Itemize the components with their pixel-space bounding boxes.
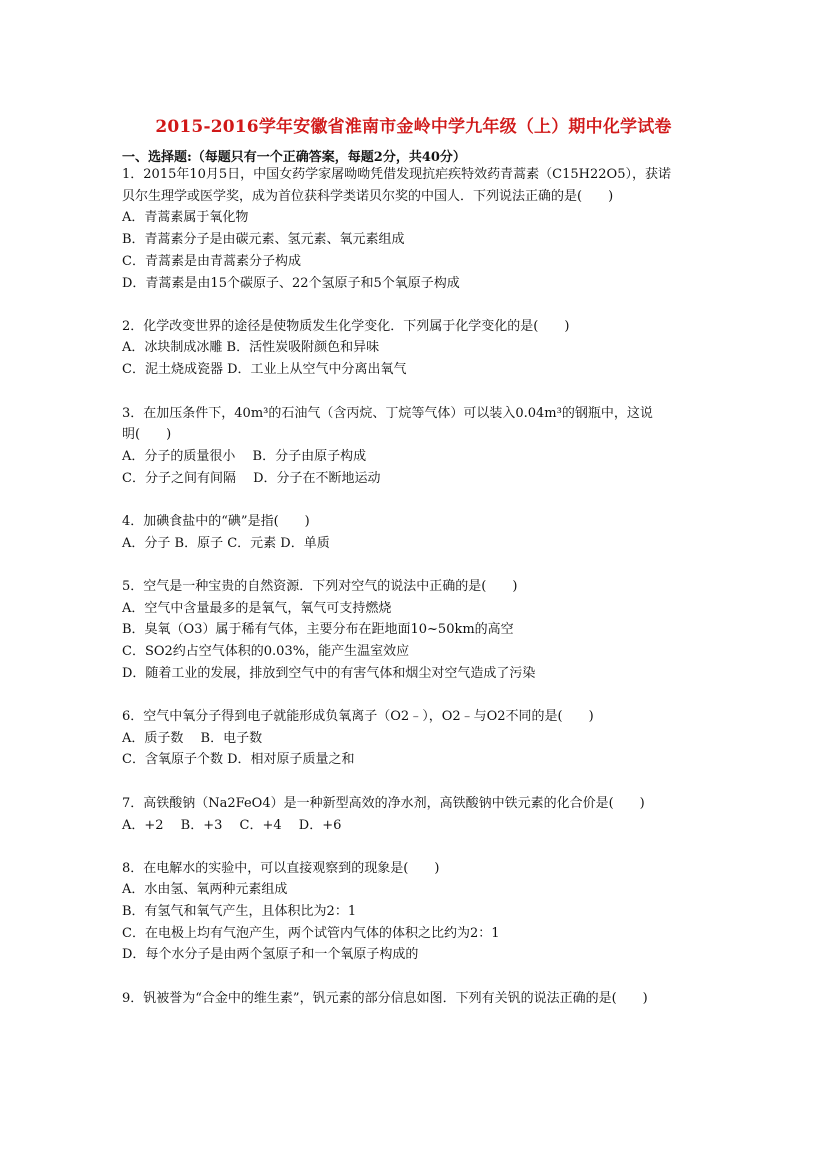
question-6-option-cd: C．含氧原子个数 D．相对原子质量之和 [122,752,355,767]
question-8-option-a: A．水由氢、氧两种元素组成 [122,882,288,897]
question-1-stem-line-2: 贝尔生理学或医学奖，成为首位获科学类诺贝尔奖的中国人．下列说法正确的是( ) [122,189,614,204]
question-2-option-cd: C．泥土烧成瓷器 D．工业上从空气中分离出氧气 [122,362,407,377]
question-7-options: A．+2 B．+3 C．+4 D．+6 [122,818,342,833]
question-1-option-c: C．青蒿素是由青蒿素分子构成 [122,254,301,269]
question-3-option-ab: A．分子的质量很小 B．分子由原子构成 [122,449,367,464]
question-5-option-d: D．随着工业的发展，排放到空气中的有害气体和烟尘对空气造成了污染 [122,666,536,681]
question-6-stem: 6．空气中氧分子得到电子就能形成负氧离子（O2﹣），O2﹣与O2不同的是( ) [122,709,594,724]
question-9-stem: 9．钒被誉为“合金中的维生素”，钒元素的部分信息如图．下列有关钒的说法正确的是( ) [122,991,648,1006]
question-3-stem-line-1: 3．在加压条件下，40m³的石油气（含丙烷、丁烷等气体）可以装入0.04m³的钢瓶中，这说 [122,406,653,421]
question-1-stem-line-1: 1．2015年10月5日，中国女药学家屠呦呦凭借发现抗疟疾特效药青蒿素（C15H22O5），获诺 [122,167,671,182]
question-1-option-d: D．青蒿素是由15个碳原子、22个氢原子和5个氧原子构成 [122,276,460,291]
question-7-stem: 7．高铁酸钠（Na2FeO4）是一种新型高效的净水剂，高铁酸钠中铁元素的化合价是( ) [122,796,645,811]
question-8-option-c: C．在电极上均有气泡产生，两个试管内气体的体积之比约为2：1 [122,926,500,941]
question-5-stem: 5．空气是一种宝贵的自然资源．下列对空气的说法中正确的是( ) [122,579,518,594]
question-5-option-a: A．空气中含量最多的是氧气，氧气可支持燃烧 [122,601,392,616]
question-5-option-b: B．臭氧（O3）属于稀有气体，主要分布在距地面10~50km的高空 [122,622,514,637]
question-2-stem: 2．化学改变世界的途径是使物质发生化学变化．下列属于化学变化的是( ) [122,319,570,334]
question-4-options: A．分子 B．原子 C．元素 D．单质 [122,536,330,551]
page-title: 2015-2016学年安徽省淮南市金岭中学九年级（上）期中化学试卷 [155,117,672,137]
question-8-option-d: D．每个水分子是由两个氢原子和一个氧原子构成的 [122,947,419,962]
question-6-option-ab: A．质子数 B．电子数 [122,731,263,746]
question-3-option-cd: C．分子之间有间隔 D．分子在不断地运动 [122,471,381,486]
question-5-option-c: C．SO2约占空气体积的0.03%，能产生温室效应 [122,644,410,659]
question-1-option-a: A．青蒿素属于氧化物 [122,210,249,225]
question-4-stem: 4．加碘食盐中的“碘”是指( ) [122,514,310,529]
question-3-stem-line-2: 明( ) [122,427,172,442]
question-2-option-ab: A．冰块制成冰雕 B．活性炭吸附颜色和异味 [122,340,380,355]
question-8-stem: 8．在电解水的实验中，可以直接观察到的现象是( ) [122,861,440,876]
question-1-option-b: B．青蒿素分子是由碳元素、氢元素、氧元素组成 [122,232,405,247]
question-8-option-b: B．有氢气和氧气产生，且体积比为2：1 [122,904,357,919]
section-heading: 一、选择题:（每题只有一个正确答案，每题2分，共40分） [122,150,466,165]
